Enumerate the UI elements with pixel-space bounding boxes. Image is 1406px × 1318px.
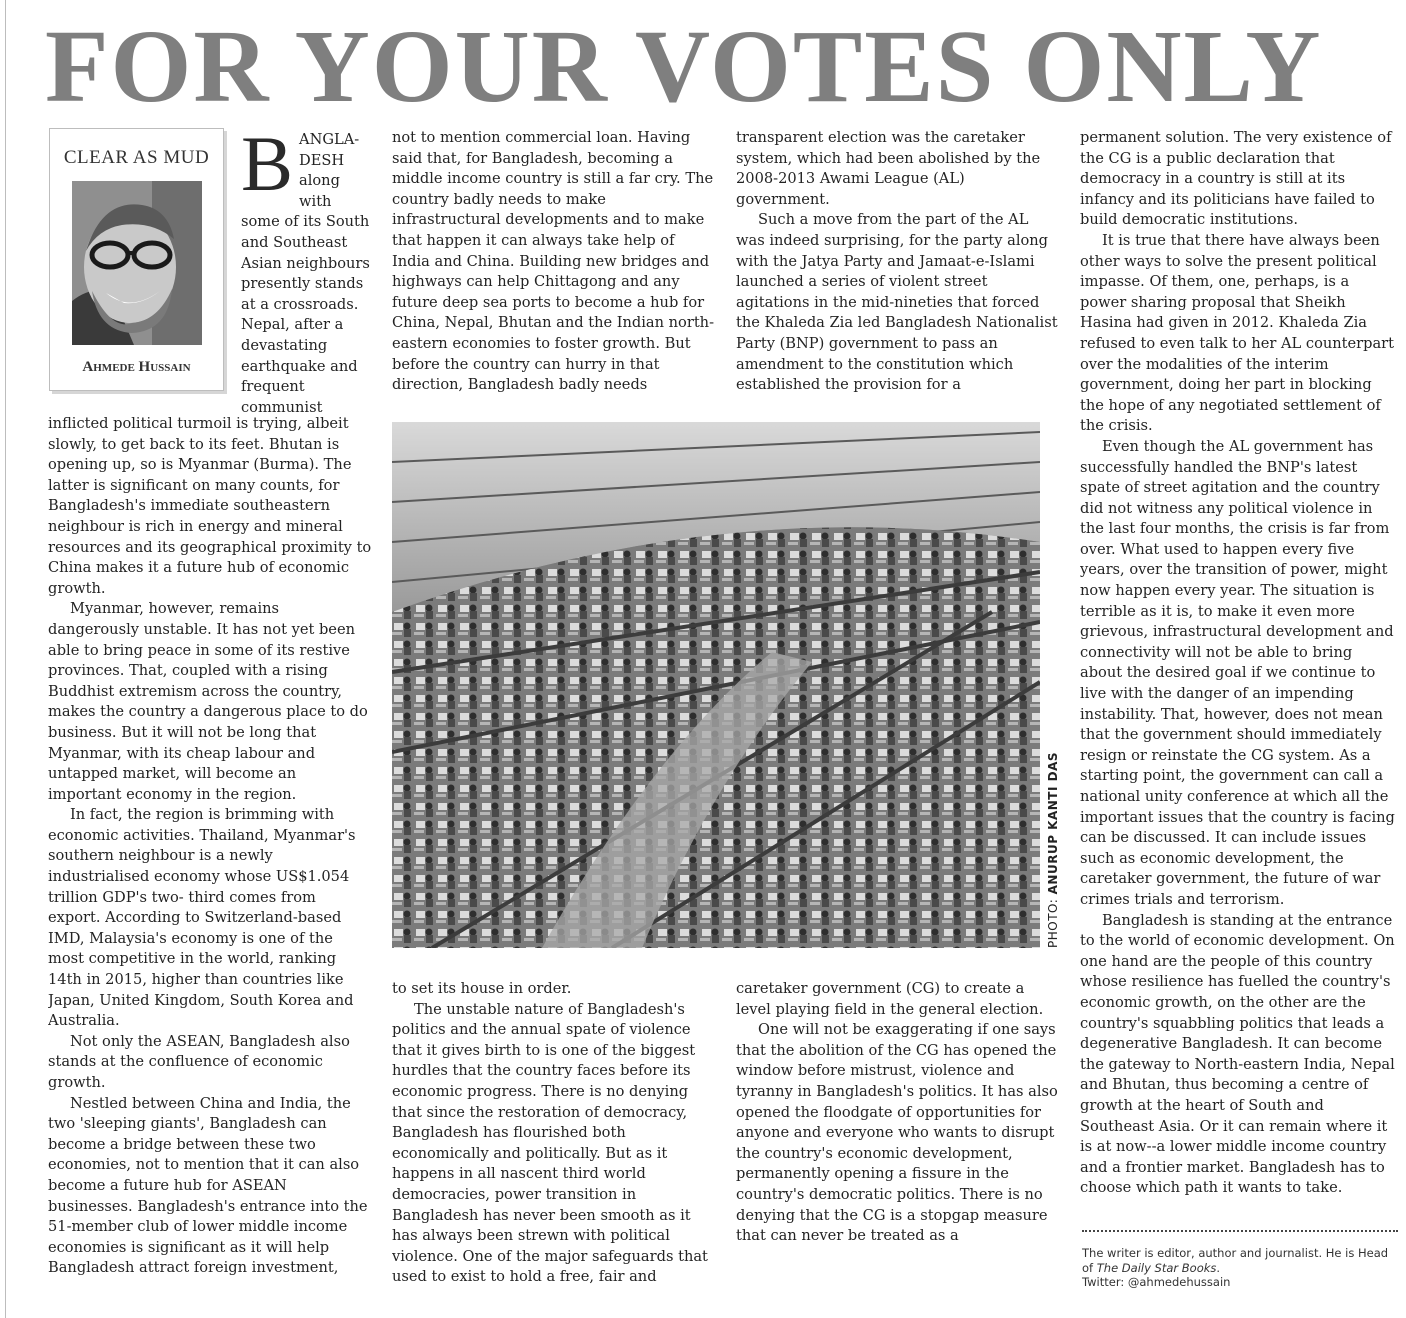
paragraph: Nestled between China and India, the two 'sleeping giants', Bangladesh can become a bridge between these two economies, not to mention that it can also become a future hub for ASEAN businesses. Bangladesh's entrance into the 51-member club of lower middle income economies is significant as it will help Bangladesh attract foreign investment,	[48, 1094, 368, 1277]
drop-cap: B	[241, 130, 294, 207]
paragraph: not to mention commercial loan. Having said that, for Bangladesh, becoming a middle income country is still a far cry. The country badly needs to make infrastructural developments and to make that happen it can always take help of India and China. Building new bridges and highways can help Chittagong and any future deep sea ports to become a hub for China, Nepal, Bhutan and the Indian north-eastern economies to foster growth. But before the country can hurry in that direction, Bangladesh badly needs	[392, 129, 715, 394]
paragraph: One will not be exaggerating if one says that the abolition of the CG has opened the window before mistrust, violence and tyranny in Bangladesh's politics. It has also opened the floodgate of opportunities for anyone and everyone who wants to disrupt the country's economic development, permanently opening a fissure in the country's democratic politics. There is no denying that the CG is a stopgap measure that can never be treated as a	[736, 1021, 1058, 1245]
paragraph: Such a move from the part of the AL was indeed surprising, for the party along with the Jatya Party and Jamaat-e-Islami launched a series of violent street agitations in the mid-nineties that forced the Khaleda Zia led Bangladesh Nationalist Party (BNP) government to pass an amendment to the constitution which established the provision for a	[736, 211, 1058, 394]
column-4	[1080, 128, 1398, 1222]
column-tag: CLEAR AS MUD	[63, 147, 210, 168]
garment-factory-image	[392, 422, 1040, 948]
twitter-handle: Twitter: @ahmedehussain	[1082, 1275, 1231, 1289]
paragraph: The unstable nature of Bangladesh's politics and the annual spate of violence that it gives birth to is one of the biggest hurdles that the country faces before its economic progress. There is no denying that since the restoration of democracy, Bangladesh has flourished both economically and politically. But as it happens in all nascent third world democracies, power transition in Bangladesh has never been smooth as it has always been strewn with political violence. One of the major safeguards that used to exist to hold a free, fair and	[392, 1000, 708, 1286]
book-title: The Daily Star Books	[1096, 1260, 1217, 1275]
column-2-top	[392, 128, 716, 396]
headline: FOR YOUR VOTES ONLY	[45, 9, 1323, 124]
author-footnote: The writer is editor, author and journalist. He is Head of The Daily Star Books. Twitter: @ahmedehussain	[1082, 1246, 1389, 1289]
paragraph: to set its house in order.	[392, 980, 572, 997]
column-2-bottom	[392, 979, 716, 1297]
column-1	[48, 414, 372, 1294]
dotted-divider	[1082, 1230, 1398, 1232]
author-name: Ahmede Hussain	[82, 359, 191, 375]
photographer-name: ANURUP KANTI DAS	[1046, 751, 1060, 895]
column-3-bottom	[736, 979, 1060, 1297]
paragraph: permanent solution. The very existence of the CG is a public declaration that democracy in a country is still at its infancy and its politicians have failed to build democratic institutions.	[1080, 129, 1392, 229]
paragraph: Myanmar, however, remains dangerously unstable. It has not yet been able to bring peace in some of its restive provinces. That, coupled with a rising Buddhist extremism across the country, makes the country a dangerous place to do business. But it will not be long that Myanmar, with its cheap labour and untapped market, will become an important economy in the region.	[48, 600, 368, 803]
columnist-box	[49, 128, 224, 391]
paragraph: Not only the ASEAN, Bangladesh also stands at the confluence of economic growth.	[48, 1032, 350, 1091]
column-3-top	[736, 128, 1060, 396]
intro-text: ANGLA-DESH along with some of its South and Southeast Asian neighbours presently stands at a crossroads. Nepal, after a devastating earthquake and frequent communist	[241, 131, 370, 416]
paragraph: Even though the AL government has successfully handled the BNP's latest spate of street agitation and the country did not witness any political violence in the last four months, the crisis is far from over. What used to happen every five years, over the transition of power, might now happen every year. The situation is terrible as it is, to make it even more grievous, infrastructural development and connectivity will not be able to bring about the desired goal if we continue to live with the danger of an impending instability. That, however, does not mean that the government should immediately resign or reinstate the CG system. As a starting point, the government can call a national unity conference at which all the important issues that the country is facing can be discussed. It can include issues such as economic development, the caretaker government, the future of war crimes trials and terrorism.	[1080, 437, 1395, 908]
article-intro	[241, 130, 371, 418]
author-portrait-image	[72, 181, 202, 345]
paragraph: In fact, the region is brimming with economic activities. Thailand, Myanmar's southern neighbour is a newly industrialised economy whose US$1.054 trillion GDP's two- third comes from export. According to Switzerland-based IMD, Malaysia's economy is one of the most competitive in the world, ranking 14th in 2015, higher than countries like Japan, United Kingdom, South Korea and Australia.	[48, 806, 356, 1030]
photo-credit: PHOTO: ANURUP KANTI DAS	[1046, 751, 1060, 948]
paragraph: transparent election was the caretaker system, which had been abolished by the 2008-2013 Awami League (AL) government.	[736, 129, 1041, 208]
paragraph: inflicted political turmoil is trying, albeit slowly, to get back to its feet. Bhutan is opening up, so is Myanmar (Burma). The latter is significant on many counts, for Bangladesh's immediate southeastern neighbour is rich in energy and mineral resources and its geographical proximity to China makes it a future hub of economic growth.	[48, 415, 372, 597]
paragraph: caretaker government (CG) to create a level playing field in the general election.	[736, 980, 1044, 1018]
paragraph: Bangladesh is standing at the entrance to the world of economic development. On one hand are the people of this country whose resilience has fuelled the country's economic growth, on the other are the country's squabbling politics that leads a degenerative Bangladesh. It can become the gateway to North-eastern India, Nepal and Bhutan, thus becoming a centre of growth at the heart of South and Southeast Asia. Or it can remain where it is at now--a lower middle income country and a frontier market. Bangladesh has to choose which path it wants to take.	[1080, 911, 1395, 1197]
factory-photo	[392, 422, 1040, 948]
left-border-rule	[5, 0, 6, 1318]
author-portrait	[72, 181, 202, 345]
paragraph: It is true that there have always been other ways to solve the present political impasse. Of them, one, perhaps, is a power sharing proposal that Sheikh Hasina had given in 2012. Khaleda Zia refused to even talk to her AL counterpart over the modalities of the interim government, doing her part in blocking the hope of any negotiated settlement of the crisis.	[1080, 231, 1395, 435]
